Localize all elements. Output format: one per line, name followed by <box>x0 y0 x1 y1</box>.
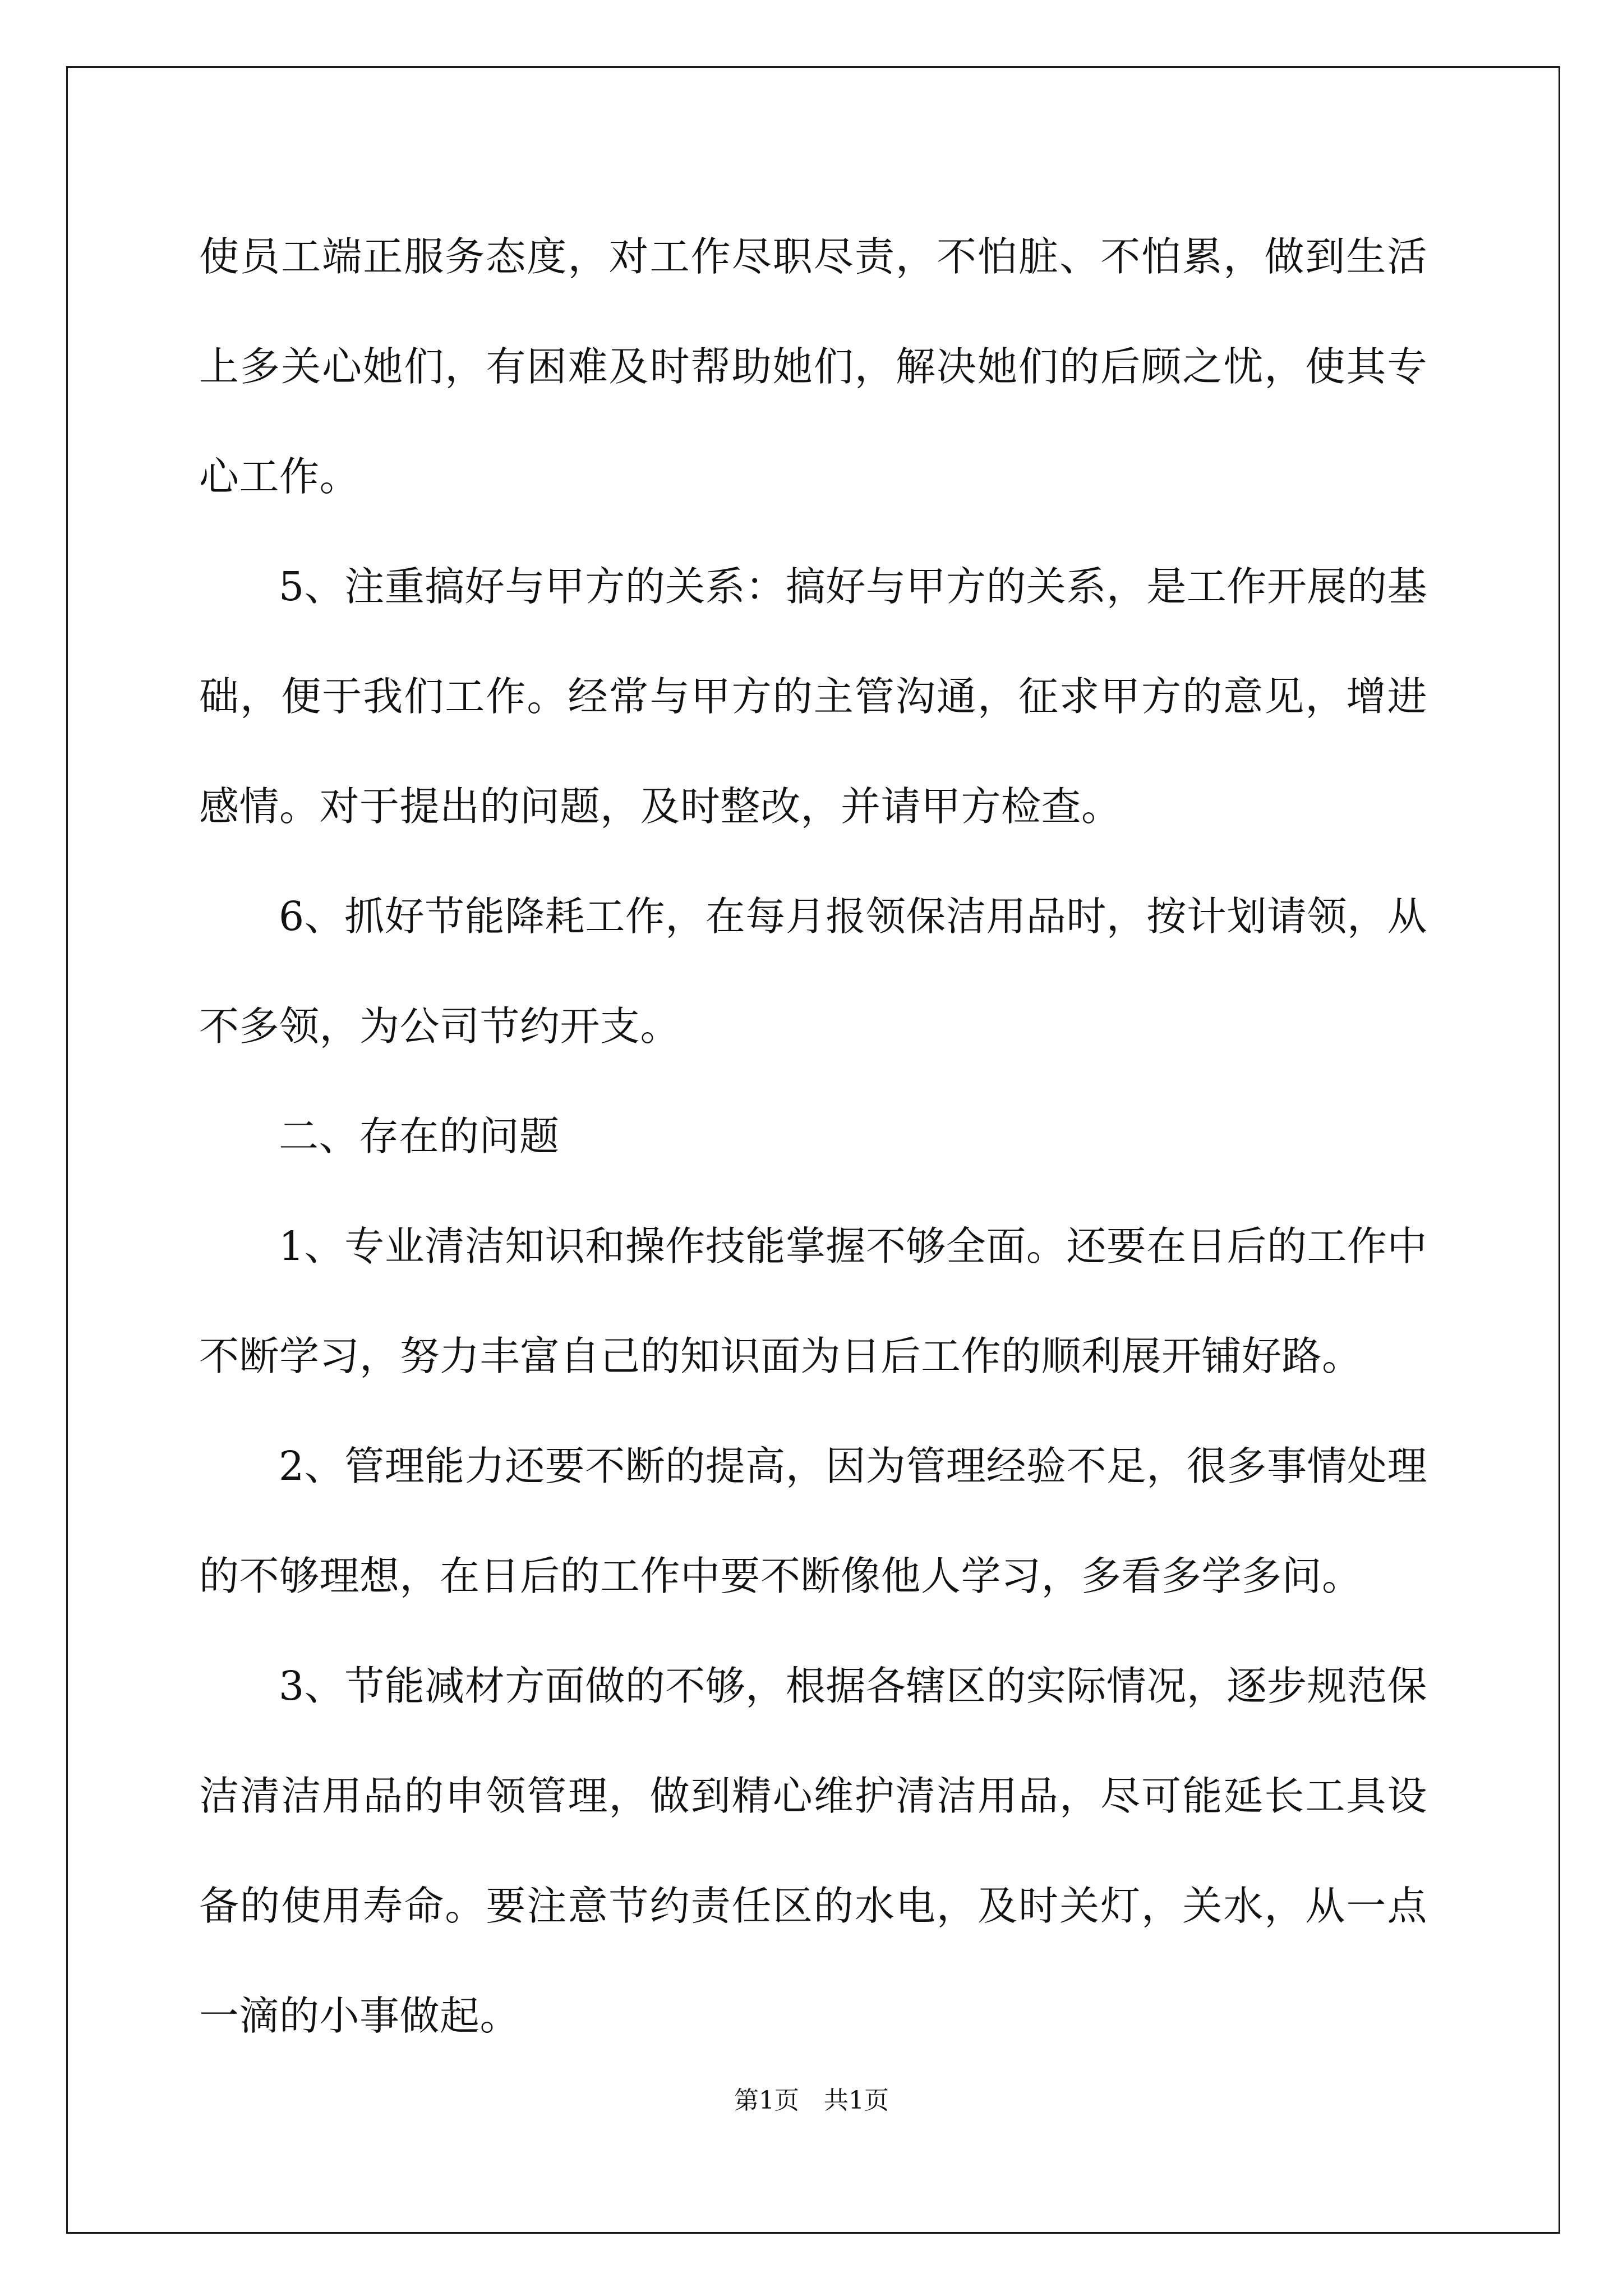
paragraph-continuation: 使员工端正服务态度，对工作尽职尽责，不怕脏、不怕累，做到生活上多关心她们，有困难及时帮助她们，解决她们的后顾之忧，使其专心工作。 <box>199 233 1427 500</box>
document-body <box>199 202 1427 2071</box>
paragraph-problem-1: 1、专业清洁知识和操作技能掌握不够全面。还要在日后的工作中不断学习，努力丰富自己的知识面为日后工作的顺利展开铺好路。 <box>199 1223 1427 1379</box>
paragraph-item-6: 6、抓好节能降耗工作，在每月报领保洁用品时，按计划请领，从不多领，为公司节约开支。 <box>199 893 1427 1050</box>
paragraph-item-5: 5、注重搞好与甲方的关系：搞好与甲方的关系，是工作开展的基础，便于我们工作。经常与甲方的主管沟通，征求甲方的意见，增进感情。对于提出的问题，及时整改，并请甲方检查。 <box>199 563 1427 830</box>
paragraph-problem-2: 2、管理能力还要不断的提高，因为管理经验不足，很多事情处理的不够理想，在日后的工作中要不断像他人学习，多看多学多问。 <box>199 1443 1427 1599</box>
page-number-footer: 第1页 共1页 <box>734 2086 889 2115</box>
paragraph-problem-3: 3、节能减材方面做的不够，根据各辖区的实际情况，逐步规范保洁清洁用品的申领管理，做到精心维护清洁用品，尽可能延长工具设备的使用寿命。要注意节约责任区的水电，及时关灯，关水，从一点一滴的小事做起。 <box>199 1663 1427 2039</box>
section-heading: 二、存在的问题 <box>279 1113 560 1159</box>
